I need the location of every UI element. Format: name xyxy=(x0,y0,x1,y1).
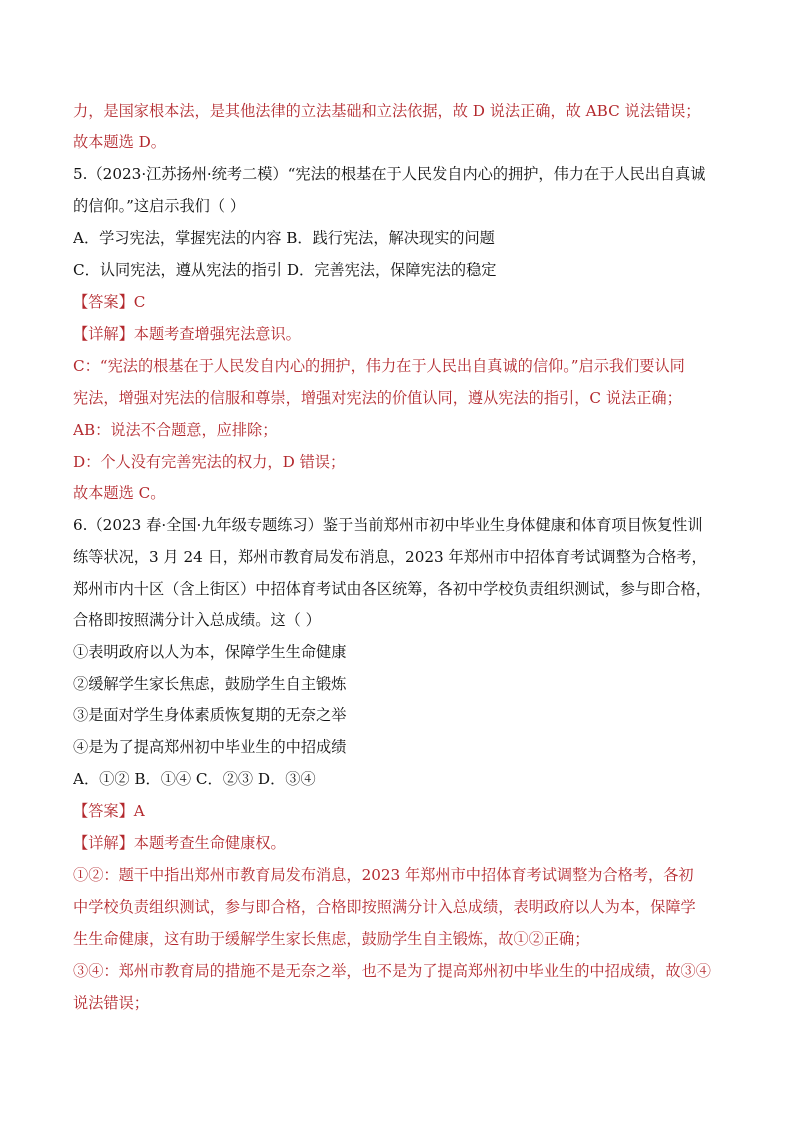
q5-expl-line-3: AB：说法不合题意，应排除； xyxy=(73,421,278,439)
q6-statement-1: ①表明政府以人为本，保障学生生命健康 xyxy=(73,643,347,661)
q5-expl-line-4: D：个人没有完善宪法的权力，D 错误； xyxy=(73,453,346,471)
q5-conclusion: 故本题选 C。 xyxy=(73,484,166,502)
q5-options-ab: A．学习宪法，掌握宪法的内容 B．践行宪法，解决现实的问题 xyxy=(73,229,495,247)
q6-stem-line-3: 郑州市内十区（含上街区）中招体育考试由各区统筹，各初中学校负责组织测试，参与即合格， xyxy=(73,580,711,598)
q6-statement-4: ④是为了提高郑州初中毕业生的中招成绩 xyxy=(73,738,347,756)
q5-answer: 【答案】C xyxy=(73,293,146,311)
q6-expl-line-4: ③④：郑州市教育局的措施不是无奈之举，也不是为了提高郑州初中毕业生的中招成绩，故③④ xyxy=(73,962,711,980)
prev-expl-line-2: 故本题选 D。 xyxy=(73,133,166,151)
q5-expl-line-2: 宪法，增强对宪法的信服和尊崇，增强对宪法的价值认同，遵从宪法的指引，C 说法正确； xyxy=(73,389,682,407)
q5-stem-line-1: 5.（2023·江苏扬州·统考二模）“宪法的根基在于人民发自内心的拥护，伟力在于人民出自真诚 xyxy=(73,165,706,183)
q6-statement-2: ②缓解学生家长焦虑，鼓励学生自主锻炼 xyxy=(73,675,347,693)
q5-detail: 【详解】本题考查增强宪法意识。 xyxy=(73,325,301,343)
q6-expl-line-1: ①②：题干中指出郑州市教育局发布消息，2023 年郑州市中招体育考试调整为合格考，各初 xyxy=(73,866,694,884)
q6-expl-line-2: 中学校负责组织测试，参与即合格，合格即按照满分计入总成绩，表明政府以人为本，保障学 xyxy=(73,898,696,916)
q5-expl-line-1: C：“宪法的根基在于人民发自内心的拥护，伟力在于人民出自真诚的信仰。”启示我们要认同 xyxy=(73,357,685,375)
q6-stem-line-1: 6.（2023 春·全国·九年级专题练习）鉴于当前郑州市初中毕业生身体健康和体育项目恢复性训 xyxy=(73,516,703,534)
q6-answer: 【答案】A xyxy=(73,802,145,820)
q5-stem-line-2: 的信仰。”这启示我们（ ） xyxy=(73,197,246,215)
q6-expl-line-5: 说法错误； xyxy=(73,994,149,1012)
q6-detail: 【详解】本题考查生命健康权。 xyxy=(73,834,286,852)
q6-expl-line-3: 生生命健康，这有助于缓解学生家长焦虑，鼓励学生自主锻炼，故①②正确； xyxy=(73,930,590,948)
prev-expl-line-1: 力，是国家根本法，是其他法律的立法基础和立法依据，故 D 说法正确，故 ABC 说法错误； xyxy=(73,102,701,120)
q6-stem-line-4: 合格即按照满分计入总成绩。这（ ） xyxy=(73,611,321,629)
q6-statement-3: ③是面对学生身体素质恢复期的无奈之举 xyxy=(73,706,347,724)
q6-stem-line-2: 练等状况，3 月 24 日，郑州市教育局发布消息，2023 年郑州市中招体育考试调整为合格考， xyxy=(73,548,707,566)
q5-options-cd: C．认同宪法，遵从宪法的指引 D．完善宪法，保障宪法的稳定 xyxy=(73,261,497,279)
q6-options: A．①② B．①④ C．②③ D．③④ xyxy=(73,770,316,788)
